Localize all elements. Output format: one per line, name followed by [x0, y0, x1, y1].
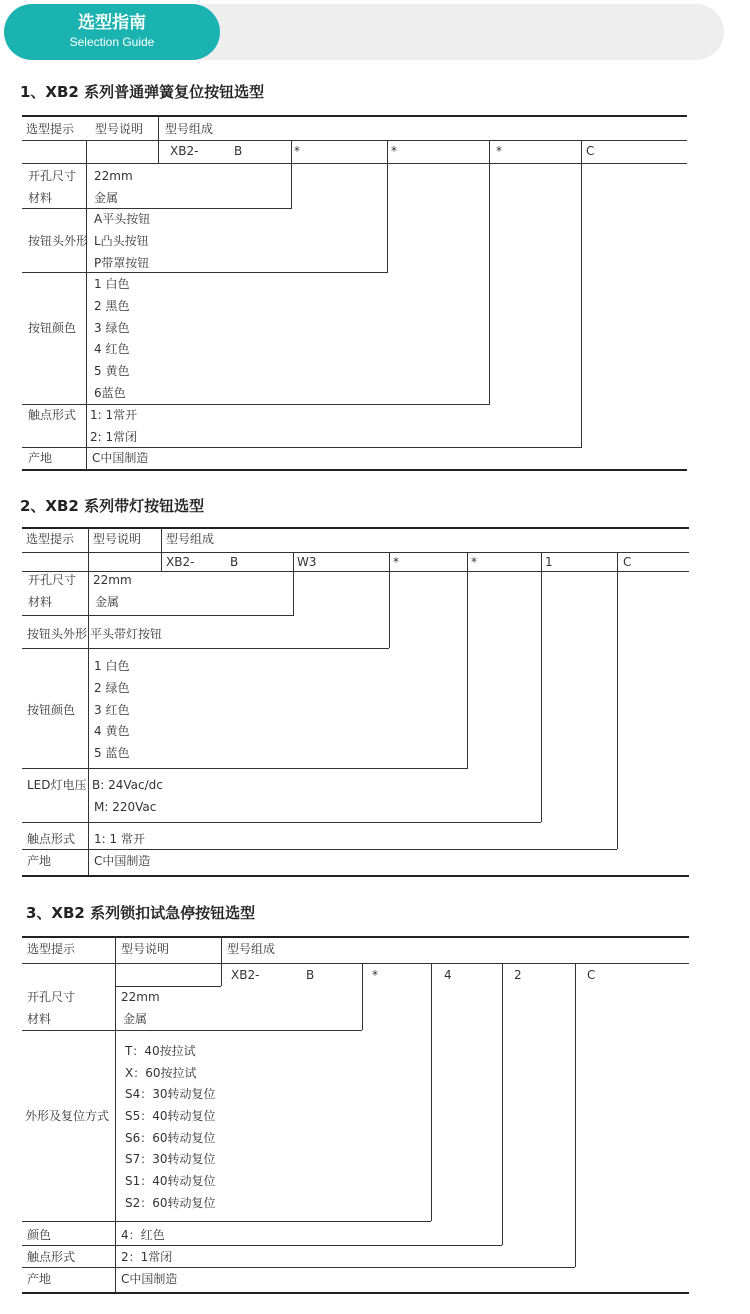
option-item: 2：1常闭 — [121, 1250, 173, 1264]
table-rule — [389, 552, 390, 648]
option-item: M: 220Vac — [94, 800, 157, 814]
row-label: 触点形式 — [28, 408, 77, 422]
table-rule — [22, 115, 687, 117]
option-item: T：40按拉试 — [125, 1044, 196, 1058]
option-item: 22mm — [94, 169, 133, 183]
option-item: S2：60转动复位 — [125, 1196, 216, 1210]
option-item: 2 黑色 — [94, 299, 130, 313]
model-code-part: * — [294, 144, 300, 158]
row-label: 按钮头外形 — [27, 627, 88, 641]
row-label: 按钮颜色 — [27, 703, 76, 717]
table-rule — [291, 140, 292, 208]
option-item: C中国制造 — [94, 854, 151, 868]
row-label: 材料 — [28, 191, 53, 205]
option-item: X：60按拉试 — [125, 1066, 197, 1080]
table-rule — [22, 272, 388, 273]
option-item: S4：30转动复位 — [125, 1087, 216, 1101]
table-rule — [22, 140, 687, 141]
option-item: B: 24Vac/dc — [92, 778, 163, 792]
table-rule — [431, 963, 432, 1221]
option-item: 金属 — [95, 595, 120, 609]
section-title: 3、XB2 系列锁扣试急停按钮选型 — [26, 904, 256, 922]
row-label: 按钮颜色 — [28, 321, 77, 335]
model-code-part: XB2- — [166, 555, 195, 569]
table-rule — [22, 1267, 575, 1268]
option-item: P带罩按钮 — [94, 256, 150, 270]
table-rule — [88, 527, 89, 875]
model-code-part: * — [391, 144, 397, 158]
row-label: LED灯电压 — [27, 778, 87, 792]
option-item: 1: 1常开 — [90, 408, 138, 422]
column-header-compose: 型号组成 — [165, 122, 214, 136]
model-code-part: B — [230, 555, 239, 569]
header-subtitle: Selection Guide — [69, 35, 155, 49]
section-title: 2、XB2 系列带灯按钮选型 — [20, 497, 205, 515]
table-rule — [541, 552, 542, 822]
option-item: 金属 — [94, 191, 119, 205]
table-rule — [293, 552, 294, 615]
option-item: 4 黄色 — [94, 724, 130, 738]
table-rule — [22, 208, 292, 209]
table-rule — [581, 140, 582, 447]
option-item: 5 黄色 — [94, 364, 130, 378]
column-header-tips: 选型提示 — [26, 122, 75, 136]
row-label: 材料 — [27, 1012, 52, 1026]
option-item: 金属 — [123, 1012, 148, 1026]
option-item: S7：30转动复位 — [125, 1152, 216, 1166]
table-rule — [221, 936, 222, 986]
model-code-part: B — [306, 968, 315, 982]
option-item: 2 绿色 — [94, 681, 130, 695]
table-rule — [22, 1221, 431, 1222]
table-rule — [22, 648, 389, 649]
model-code-part: XB2- — [231, 968, 260, 982]
table-rule — [22, 615, 294, 616]
table-rule — [22, 849, 617, 850]
row-label: 触点形式 — [27, 832, 76, 846]
table-rule — [22, 936, 689, 938]
column-header-tips: 选型提示 — [26, 532, 75, 546]
option-item: 5 蓝色 — [94, 746, 130, 760]
row-label: 开孔尺寸 — [28, 169, 77, 183]
column-header-compose: 型号组成 — [166, 532, 215, 546]
option-item: 3 绿色 — [94, 321, 130, 335]
option-item: 6蓝色 — [94, 386, 126, 400]
column-header-desc: 型号说明 — [95, 122, 144, 136]
option-item: 1 白色 — [94, 659, 130, 673]
option-item: 22mm — [93, 573, 132, 587]
table-rule — [22, 527, 689, 529]
table-rule — [115, 936, 116, 1292]
row-label: 产地 — [27, 854, 52, 868]
row-label: 开孔尺寸 — [28, 573, 77, 587]
table-rule — [22, 1245, 502, 1246]
model-code-part: W3 — [297, 555, 317, 569]
table-rule — [362, 963, 363, 1030]
column-header-tips: 选型提示 — [27, 942, 76, 956]
option-item: 平头带灯按钮 — [90, 627, 163, 641]
option-item: S6：60转动复位 — [125, 1131, 216, 1145]
model-code-part: 4 — [444, 968, 452, 982]
option-item: A平头按钮 — [94, 212, 151, 226]
model-code-part: 2 — [514, 968, 522, 982]
header-title: 选型指南 — [78, 13, 146, 33]
table-rule — [617, 552, 618, 849]
table-rule — [161, 527, 162, 571]
table-rule — [502, 963, 503, 1245]
option-item: 22mm — [121, 990, 160, 1004]
table-rule — [158, 115, 159, 163]
model-code-part: * — [496, 144, 502, 158]
table-rule — [22, 1030, 362, 1031]
column-header-desc: 型号说明 — [121, 942, 170, 956]
model-code-part: 1 — [545, 555, 553, 569]
model-code-part: * — [372, 968, 378, 982]
row-label: 产地 — [27, 1272, 52, 1286]
option-item: C中国制造 — [121, 1272, 178, 1286]
model-code-part: C — [623, 555, 632, 569]
column-header-desc: 型号说明 — [93, 532, 142, 546]
option-item: 2: 1常闭 — [90, 430, 138, 444]
table-rule — [22, 1292, 689, 1294]
option-item: C中国制造 — [92, 451, 149, 465]
option-item: 4 红色 — [94, 342, 130, 356]
section-title: 1、XB2 系列普通弹簧复位按钮选型 — [20, 83, 265, 101]
row-label: 产地 — [28, 451, 53, 465]
model-code-part: * — [471, 555, 477, 569]
model-code-part: B — [234, 144, 243, 158]
row-label: 按钮头外形 — [28, 234, 89, 248]
table-rule — [387, 140, 388, 272]
option-item: S5：40转动复位 — [125, 1109, 216, 1123]
option-item: 1 白色 — [94, 277, 130, 291]
table-rule — [575, 963, 576, 1267]
table-rule — [22, 552, 689, 553]
table-rule — [22, 875, 689, 877]
table-rule — [22, 404, 490, 405]
table-rule — [22, 163, 687, 164]
table-rule — [22, 571, 689, 572]
table-rule — [22, 447, 582, 448]
row-label: 颜色 — [27, 1228, 52, 1242]
option-item: 3 红色 — [94, 703, 130, 717]
model-code-part: C — [586, 144, 595, 158]
column-header-compose: 型号组成 — [227, 942, 276, 956]
table-rule — [86, 140, 87, 470]
row-label: 外形及复位方式 — [25, 1109, 110, 1123]
table-rule — [467, 552, 468, 768]
option-item: S1：40转动复位 — [125, 1174, 216, 1188]
row-label: 材料 — [28, 595, 53, 609]
option-item: 4：红色 — [121, 1228, 165, 1242]
table-rule — [22, 822, 541, 823]
model-code-part: XB2- — [170, 144, 199, 158]
option-item: 1: 1 常开 — [94, 832, 145, 846]
model-code-part: C — [587, 968, 596, 982]
table-rule — [489, 140, 490, 404]
option-item: L凸头按钮 — [94, 234, 149, 248]
model-code-part: * — [393, 555, 399, 569]
table-rule — [115, 986, 221, 987]
table-rule — [22, 963, 689, 964]
table-rule — [22, 469, 687, 471]
row-label: 触点形式 — [27, 1250, 76, 1264]
row-label: 开孔尺寸 — [27, 990, 76, 1004]
